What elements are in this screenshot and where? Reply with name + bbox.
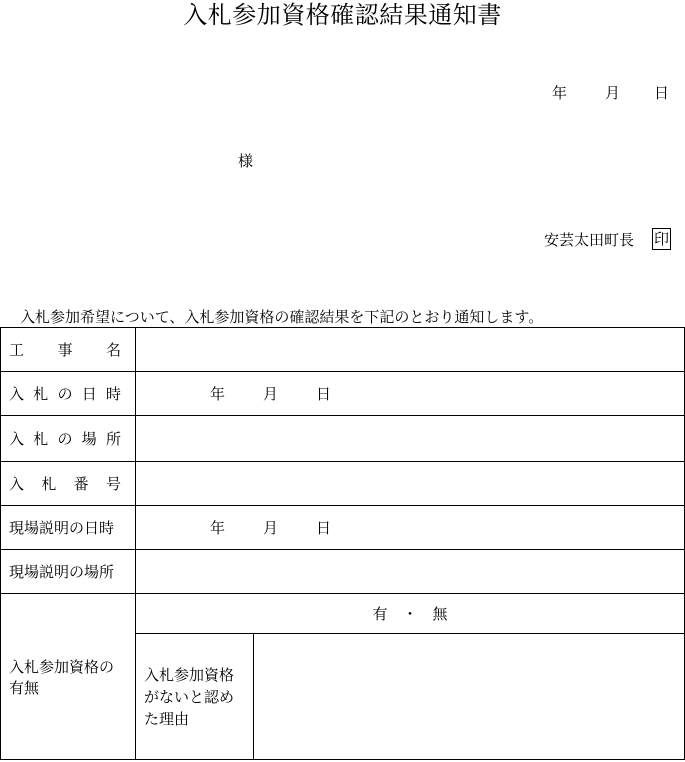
label-bid-datetime: 入 札 の 日 時 — [1, 372, 136, 416]
label-bid-place: 入 札 の 場 所 — [1, 416, 136, 462]
label-site-briefing-datetime: 現場説明の日時 — [1, 506, 136, 550]
table-row — [1, 416, 685, 462]
seal-mark: 印 — [653, 230, 669, 248]
issue-date — [552, 82, 669, 103]
value-bid-place — [136, 416, 685, 462]
result-table — [0, 327, 685, 760]
label-project-name: 工 事 名 — [1, 328, 136, 372]
value-disqualification-reason — [254, 634, 685, 760]
table-row — [1, 372, 685, 416]
value-site-briefing-place — [136, 550, 685, 594]
issuer-block — [544, 228, 671, 250]
label-disqualification-reason: 入札参加資格 がないと認め た理由 — [136, 634, 254, 760]
label-bid-number: 入 札 番 号 — [1, 462, 136, 506]
addressee-suffix: 様 — [238, 152, 254, 170]
issue-date-month: 月 — [604, 84, 620, 102]
issue-date-year: 年 — [551, 84, 567, 102]
table-row — [1, 328, 685, 372]
issue-date-day: 日 — [653, 84, 669, 102]
qualification-yes-no: 有 ・ 無 — [136, 594, 685, 634]
label-site-briefing-place: 現場説明の場所 — [1, 550, 136, 594]
value-bid-number — [136, 462, 685, 506]
table-row — [1, 462, 685, 506]
document-title: 入札参加資格確認結果通知書 — [183, 1, 502, 29]
value-site-briefing-datetime: 年 月 日 — [136, 506, 685, 550]
label-qualification: 入札参加資格の 有無 — [1, 594, 136, 760]
table-row — [1, 550, 685, 594]
table-row — [1, 594, 685, 634]
value-bid-datetime: 年 月 日 — [136, 372, 685, 416]
intro-text: 入札参加希望について、入札参加資格の確認結果を下記のとおり通知します。 — [20, 308, 544, 326]
table-row — [1, 506, 685, 550]
value-project-name — [136, 328, 685, 372]
issuer-name: 安芸太田町長 — [543, 230, 634, 249]
